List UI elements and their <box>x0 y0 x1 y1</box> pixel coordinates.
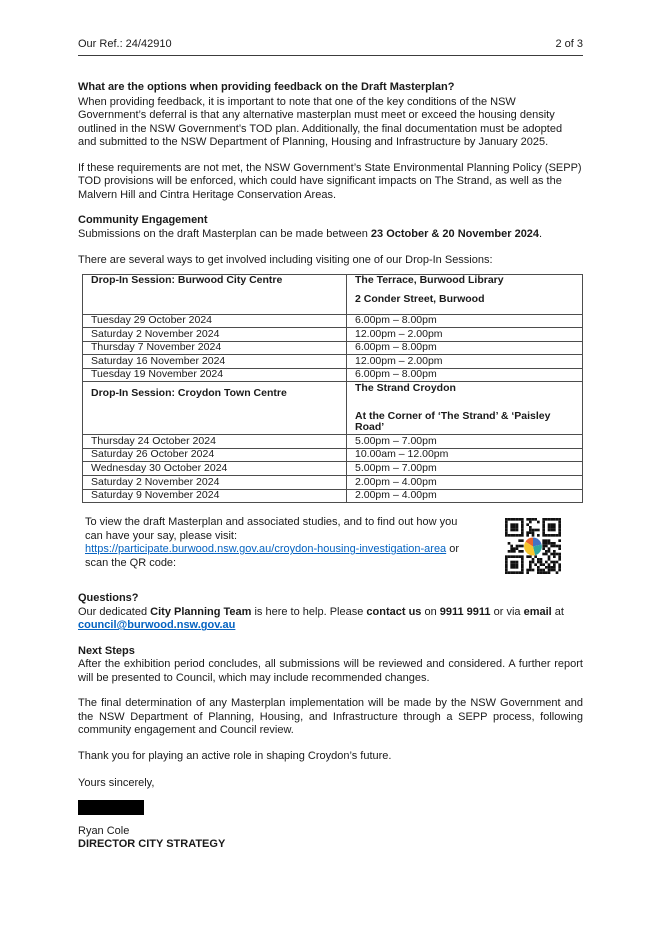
view-online-line2: can have your say, please visit: <box>85 529 238 542</box>
signatory-name: Ryan Cole <box>78 824 130 837</box>
table-row <box>83 448 583 462</box>
document-header <box>78 38 583 56</box>
session-date-cell: Thursday 24 October 2024 <box>83 435 347 449</box>
table-row <box>83 355 583 369</box>
session-venue <box>347 274 583 314</box>
view-online-line4: scan the QR code: <box>85 556 177 569</box>
email-word: email <box>523 605 552 618</box>
venue-line-2: At the Corner of ‘The Strand’ & ‘Paisley Road’ <box>355 409 551 434</box>
table-row <box>83 476 583 490</box>
session-time-cell: 6.00pm – 8.00pm <box>347 314 583 328</box>
submissions-dates: 23 October & 20 November 2024 <box>370 227 540 240</box>
questions-text: or via <box>490 605 524 618</box>
view-online-text <box>78 516 510 570</box>
session-date-cell: Saturday 16 November 2024 <box>83 355 347 369</box>
session-time-cell: 2.00pm – 4.00pm <box>347 476 583 490</box>
signatory-title: DIRECTOR CITY STRATEGY <box>78 838 226 851</box>
submissions-text: Submissions on the draft Masterplan can be made between <box>78 227 371 240</box>
questions-text: at <box>551 605 564 618</box>
feedback-para-2: If these requirements are not met, the NSW Government’s State Environmental Planning Policy (SEPP) TOD provisions will be enforced, which could have significant impacts on The Strand, as well as the Malvern Hill and Cintra Heritage Conservation Areas. <box>78 161 582 201</box>
session-date-cell: Saturday 9 November 2024 <box>83 489 347 503</box>
questions-heading: Questions? <box>78 592 139 605</box>
feedback-para-1: When providing feedback, it is important to note that one of the key conditions of the NSW Government’s deferral is that any alternative masterplan must meet or exceed the housing density outlined in the NSW Government’s TOD plan. Additionally, the final documentation must be adopted and submitted to the NSW Department of Planning, Housing and Infrastructure by January 2025. <box>78 95 563 148</box>
session-date-cell: Saturday 26 October 2024 <box>83 448 347 462</box>
session-date-cell: Wednesday 30 October 2024 <box>83 462 347 476</box>
table-row <box>83 341 583 355</box>
venue-line-1: The Terrace, Burwood Library <box>355 274 504 286</box>
session-time-cell: 12.00pm – 2.00pm <box>347 328 583 342</box>
submissions-period: . <box>539 227 543 240</box>
city-planning-team: City Planning Team <box>150 605 252 618</box>
table-section-header <box>83 382 583 435</box>
next-steps-heading: Next Steps <box>78 644 135 657</box>
questions-para <box>78 606 583 633</box>
contact-us: contact us <box>366 605 422 618</box>
session-time-cell: 5.00pm – 7.00pm <box>347 462 583 476</box>
session-time-cell: 6.00pm – 8.00pm <box>347 368 583 382</box>
session-venue <box>347 382 583 435</box>
view-online-block <box>78 516 583 578</box>
submissions-line <box>78 228 583 242</box>
community-heading: Community Engagement <box>78 214 208 226</box>
table-row <box>83 368 583 382</box>
valediction: Yours sincerely, <box>78 777 155 790</box>
qr-center-logo <box>523 536 543 557</box>
participate-link[interactable]: https://participate.burwood.nsw.gov.au/croydon-housing-investigation-area <box>85 543 447 556</box>
our-ref: Our Ref.: 24/42910 <box>78 38 172 50</box>
table-row <box>83 462 583 476</box>
session-date-cell: Tuesday 19 November 2024 <box>83 368 347 382</box>
session-date-cell: Saturday 2 November 2024 <box>83 328 347 342</box>
table-row <box>83 314 583 328</box>
table-section-header <box>83 274 583 314</box>
drop-in-sessions-table <box>82 274 583 504</box>
session-time-cell: 5.00pm – 7.00pm <box>347 435 583 449</box>
session-date-cell: Saturday 2 November 2024 <box>83 476 347 490</box>
page-number: 2 of 3 <box>555 38 583 50</box>
session-time-cell: 12.00pm – 2.00pm <box>347 355 583 369</box>
after-link-text: or <box>446 543 460 556</box>
venue-line-1: The Strand Croydon <box>355 381 456 394</box>
feedback-heading: What are the options when providing feedback on the Draft Masterplan? <box>78 81 455 93</box>
table-row <box>83 435 583 449</box>
qr-code <box>505 518 561 574</box>
venue-line-2: 2 Conder Street, Burwood <box>355 292 485 305</box>
questions-text: is here to help. Please <box>251 605 367 618</box>
thanks-line: Thank you for playing an active role in shaping Croydon’s future. <box>78 749 392 762</box>
session-location-title: Drop-In Session: Burwood City Centre <box>83 274 347 314</box>
signature-redaction <box>78 800 144 815</box>
council-email-link[interactable]: council@burwood.nsw.gov.au <box>78 619 236 632</box>
next-steps-para-1: After the exhibition period concludes, all submissions will be reviewed and considered. A further report will be presented to Council, which may include recommended changes. <box>78 658 583 684</box>
phone-number: 9911 9911 <box>439 605 491 618</box>
questions-text: on <box>421 605 440 618</box>
session-date-cell: Thursday 7 November 2024 <box>83 341 347 355</box>
next-steps-para-2: The final determination of any Masterplan implementation will be made by the NSW Government and the NSW Department of Planning, Housing, and Infrastructure through a SEPP process, following community engagement and Council review. <box>78 697 583 737</box>
table-row <box>83 489 583 503</box>
ways-line: There are several ways to get involved including visiting one of our Drop-In Sessions: <box>78 254 493 266</box>
session-location-title: Drop-In Session: Croydon Town Centre <box>83 382 347 435</box>
session-time-cell: 6.00pm – 8.00pm <box>347 341 583 355</box>
view-online-line1: To view the draft Masterplan and associated studies, and to find out how you <box>85 516 458 529</box>
table-row <box>83 328 583 342</box>
questions-text: Our dedicated <box>78 605 151 618</box>
session-time-cell: 2.00pm – 4.00pm <box>347 489 583 503</box>
session-time-cell: 10.00am – 12.00pm <box>347 448 583 462</box>
session-date-cell: Tuesday 29 October 2024 <box>83 314 347 328</box>
